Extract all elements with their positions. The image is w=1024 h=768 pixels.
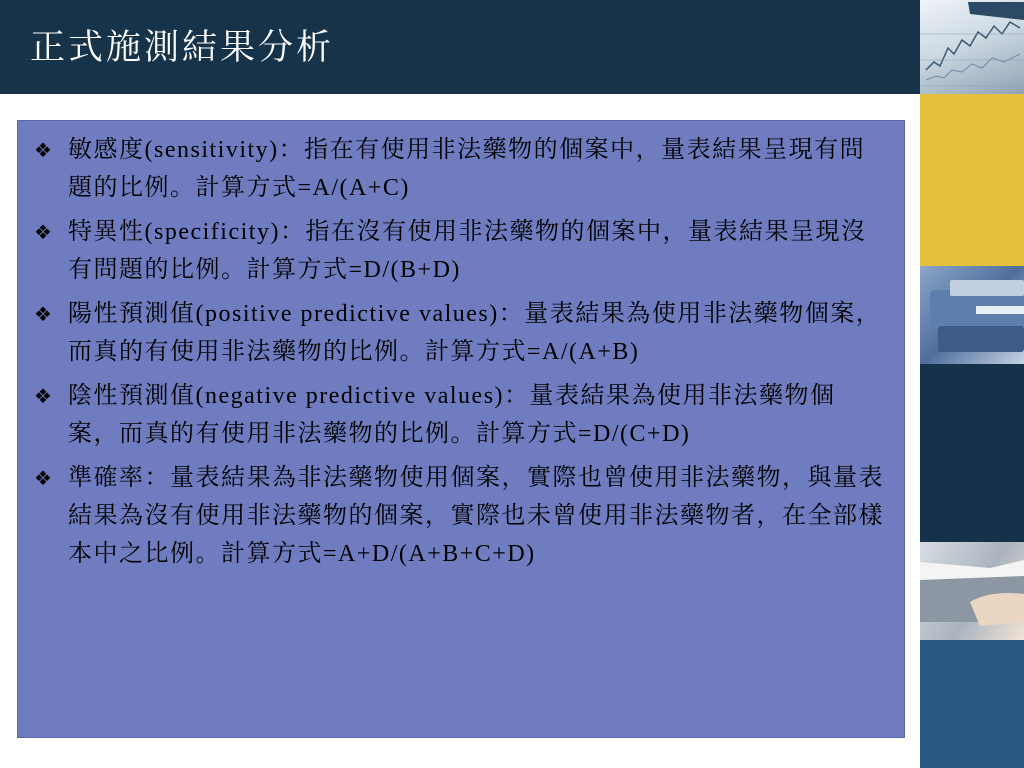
yellow-accent-block (920, 94, 1024, 266)
bullet-text: 特異性(specificity)：指在沒有使用非法藥物的個案中，量表結果呈現沒有問題的比例。計算方式=D/(B+D) (68, 219, 867, 283)
copier-photo (920, 266, 1024, 364)
blue-accent-block (920, 640, 1024, 768)
document-photo (920, 542, 1024, 640)
slide-title: 正式施測結果分析 (30, 28, 335, 68)
diamond-bullet-icon: ❖ (34, 384, 52, 408)
bullet-text: 陰性預測值(negative predictive values)：量表結果為使用非法藥物個案，而真的有使用非法藥物的比例。計算方式=D/(C+D) (68, 383, 836, 447)
diamond-bullet-icon: ❖ (34, 466, 52, 490)
bullet-positive-predictive-value (30, 295, 886, 371)
copier-image (920, 266, 1024, 364)
diamond-bullet-icon: ❖ (34, 302, 52, 326)
stock-chart-image (920, 0, 1024, 94)
bullet-text: 陽性預測值(positive predictive values)：量表結果為使用非法藥物個案，而真的有使用非法藥物的比例。計算方式=A/(A+B) (68, 301, 882, 365)
bullet-specificity (30, 213, 886, 289)
bullet-text: 敏感度(sensitivity)：指在有使用非法藥物的個案中，量表結果呈現有問題的比例。計算方式=A/(A+C) (68, 137, 866, 201)
bullet-list (18, 121, 904, 573)
bullet-accuracy (30, 459, 886, 573)
title-bar (0, 0, 920, 94)
diamond-bullet-icon: ❖ (34, 138, 52, 162)
diamond-bullet-icon: ❖ (34, 220, 52, 244)
bullet-text: 準確率：量表結果為非法藥物使用個案，實際也曾使用非法藥物，與量表結果為沒有使用非法藥物的個案，實際也未曾使用非法藥物者，在全部樣本中之比例。計算方式=A+D/(A+B+C+D) (68, 465, 884, 567)
content-box (17, 120, 905, 738)
navy-accent-block (920, 364, 1024, 542)
decorative-side-strip (920, 0, 1024, 768)
bullet-sensitivity (30, 131, 886, 207)
stock-chart-photo (920, 0, 1024, 94)
document-image (920, 542, 1024, 640)
bullet-negative-predictive-value (30, 377, 886, 453)
